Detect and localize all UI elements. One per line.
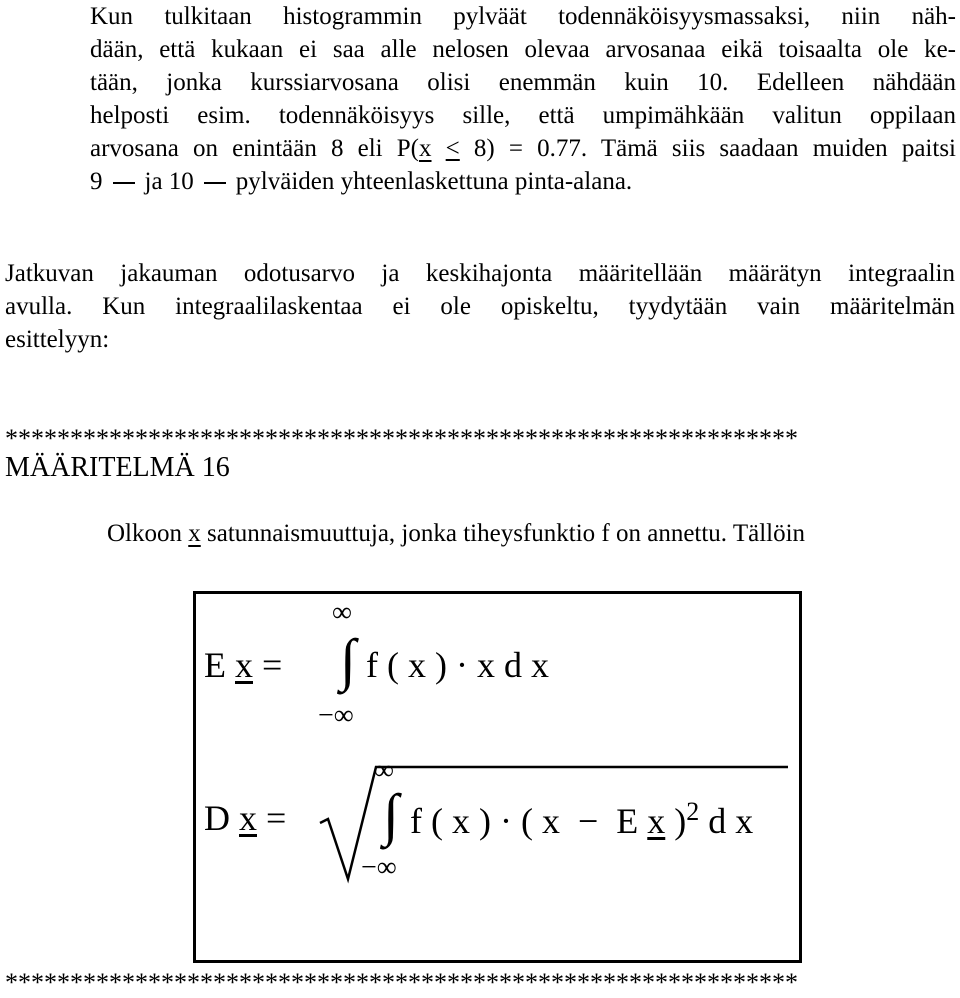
paragraph-1-line-5: arvosana on enintään 8 eli P(x < 8) = 0.77. Tämä siis saadaan muiden paitsi — [90, 135, 957, 162]
deviation-lhs: D x = — [204, 798, 287, 838]
paragraph-2-line-2: avulla. Kun integraalilaskentaa ei ole opiskeltu, tyydytään vain määritelmän — [5, 293, 955, 320]
paragraph-1-line-3: tään, jonka kurssiarvosana olisi enemmän kuin 10. Edelleen nähdään — [90, 69, 956, 96]
deviation-integrand: f ( x ) · ( x − E x )$^2$ d x — [410, 797, 754, 841]
definition-heading: MÄÄRITELMÄ 16 — [5, 452, 230, 483]
lower-limit-infinity: −∞ — [361, 852, 397, 883]
paragraph-1-line-1: Kun tulkitaan histogrammin pylväät todennäköisyysmassaksi, niin näh- — [90, 3, 956, 30]
separator-stars-bottom: ************************************************************* — [5, 968, 798, 997]
upper-limit-infinity: ∞ — [374, 755, 394, 786]
variable-x: x — [188, 520, 201, 547]
dash-mark — [204, 182, 226, 184]
dash-mark — [113, 182, 135, 184]
paragraph-2-line-3: esittelyyn: — [5, 326, 110, 353]
definition-text: Olkoon x satunnaismuuttuja, jonka tiheysfunktio f on annettu. Tällöin — [107, 520, 806, 547]
expectation-integrand: f ( x ) · x d x — [366, 645, 549, 685]
paragraph-1-line-4: helposti esim. todennäköisyys sille, että umpimähkään valitun oppilaan — [90, 102, 956, 129]
expectation-lhs: E x = — [204, 645, 283, 685]
lower-limit-infinity: −∞ — [318, 700, 354, 731]
paragraph-1-line-2: dään, että kukaan ei saa alle nelosen olevaa arvosanaa eikä toisaalta ole ke- — [90, 36, 956, 63]
paragraph-2-line-1: Jatkuvan jakauman odotusarvo ja keskihajonta määritellään määrätyn integraalin — [5, 260, 955, 287]
separator-stars-top: ************************************************************* — [5, 424, 798, 453]
less-equal-sign: < — [445, 135, 460, 162]
variable-x: x — [419, 135, 432, 162]
integral-sign: ∫ — [383, 782, 399, 847]
integral-sign: ∫ — [340, 627, 356, 692]
upper-limit-infinity: ∞ — [332, 597, 352, 628]
paragraph-1-line-6: 9 ja 10 pylväiden yhteenlaskettuna pinta-alana. — [90, 168, 633, 195]
